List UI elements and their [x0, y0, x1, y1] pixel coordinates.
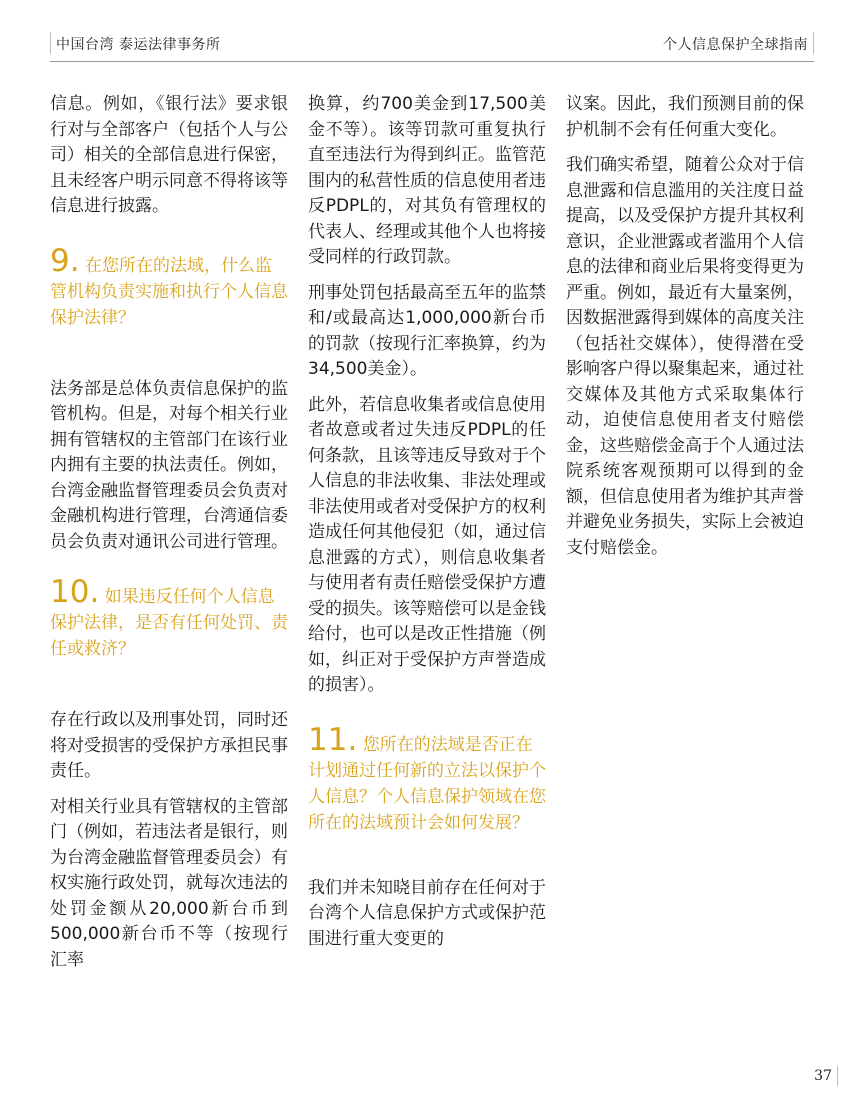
question-text: 您所在的法域是否正在计划通过任何新的立法以保护个人信息？个人信息保护领域在您所在的法域预计会如何发展？	[308, 734, 546, 833]
question-number: 10.	[50, 574, 100, 610]
text-column-3	[566, 92, 804, 571]
text-column-2	[308, 92, 546, 962]
page-number: 37	[814, 1068, 832, 1084]
question-text: 在您所在的法域，什么监管机构负责实施和执行个人信息保护法律？	[50, 255, 288, 328]
paragraph: 存在行政以及刑事处罚，同时还将对受损害的受保护方承担民事责任。	[50, 710, 288, 781]
question-number: 11.	[308, 721, 358, 758]
header-divider-right	[813, 32, 814, 54]
footer-divider	[837, 1066, 838, 1086]
paragraph: 法务部是总体负责信息保护的监管机构。但是，对每个相关行业拥有管辖权的主管部门在该行业内拥有主要的执法责任。例如，台湾金融监督管理委员会负责对金融机构进行管理，台湾通信委员会负责对通讯公司进行管理。	[50, 378, 288, 552]
question-text: 如果违反任何个人信息保护法律，是否有任何处罚、责任或救济？	[50, 587, 288, 659]
paragraph: 我们并未知晓目前存在任何对于台湾个人信息保护方式或保护范围进行重大变更的	[308, 877, 546, 949]
text-column-1	[50, 92, 288, 983]
question-number: 9.	[50, 242, 80, 279]
paragraph: 对相关行业具有管辖权的主管部门（例如，若违法者是银行，则为台湾金融监督管理委员会）有权实施行政处罚，就每次违法的处罚金额从20,000新台币到500,000新台币不等（按现行汇率	[50, 796, 288, 970]
paragraph: 此外，若信息收集者或信息使用者故意或者过失违反PDPL的任何条款，且该等违反导致对于个人信息的非法收集、非法处理或非法使用或者对受保护方的权利造成任何其他侵犯（如，通过信息泄露的方式），则信息收集者与使用者有责任赔偿受保护方遭受的损失。该等赔偿可以是金钱给付，也可以是改正性措施（例如，纠正对于受保护方声誉造成的损害）。	[308, 394, 546, 695]
paragraph: 换算，约700美金到17,500美金不等）。该等罚款可重复执行直至违法行为得到纠正。监管范围内的私营性质的信息使用者违反PDPL的，对其负有管理权的代表人、经理或其他个人也将接受同样的行政罚款。	[308, 94, 546, 267]
header-divider-left	[50, 32, 51, 54]
header-firm-name: 中国台湾 泰运法律事务所	[56, 37, 221, 53]
paragraph: 议案。因此，我们预测目前的保护机制不会有任何重大变化。	[566, 94, 804, 140]
paragraph: 我们确实希望，随着公众对于信息泄露和信息滥用的关注度日益提高，以及受保护方提升其权利意识，企业泄露或者滥用个人信息的法律和商业后果将变得更为严重。例如，最近有大量案例，因数据泄露得到媒体的高度关注（包括社交媒体），使得潜在受影响客户得以聚集起来，通过社交媒体及其他方式采取集体行动，迫使信息使用者支付赔偿金，这些赔偿金高于个人通过法院系统客观预期可以得到的金额，但信息使用者为维护其声誉并避免业务损失，实际上会被迫支付赔偿金。	[566, 155, 804, 558]
paragraph: 信息。例如，《银行法》要求银行对与全部客户（包括个人与公司）相关的全部信息进行保密，且未经客户明示同意不得将该等信息进行披露。	[50, 94, 288, 216]
paragraph: 刑事处罚包括最高至五年的监禁和/或最高达1,000,000新台币的罚款（按现行汇率换算，约为34,500美金）。	[308, 282, 546, 379]
header-guide-title: 个人信息保护全球指南	[663, 37, 808, 53]
header-rule	[50, 61, 814, 62]
question-10-heading	[50, 574, 288, 662]
page-header	[0, 0, 850, 62]
question-9-heading	[50, 242, 288, 331]
question-11-heading	[308, 721, 546, 836]
